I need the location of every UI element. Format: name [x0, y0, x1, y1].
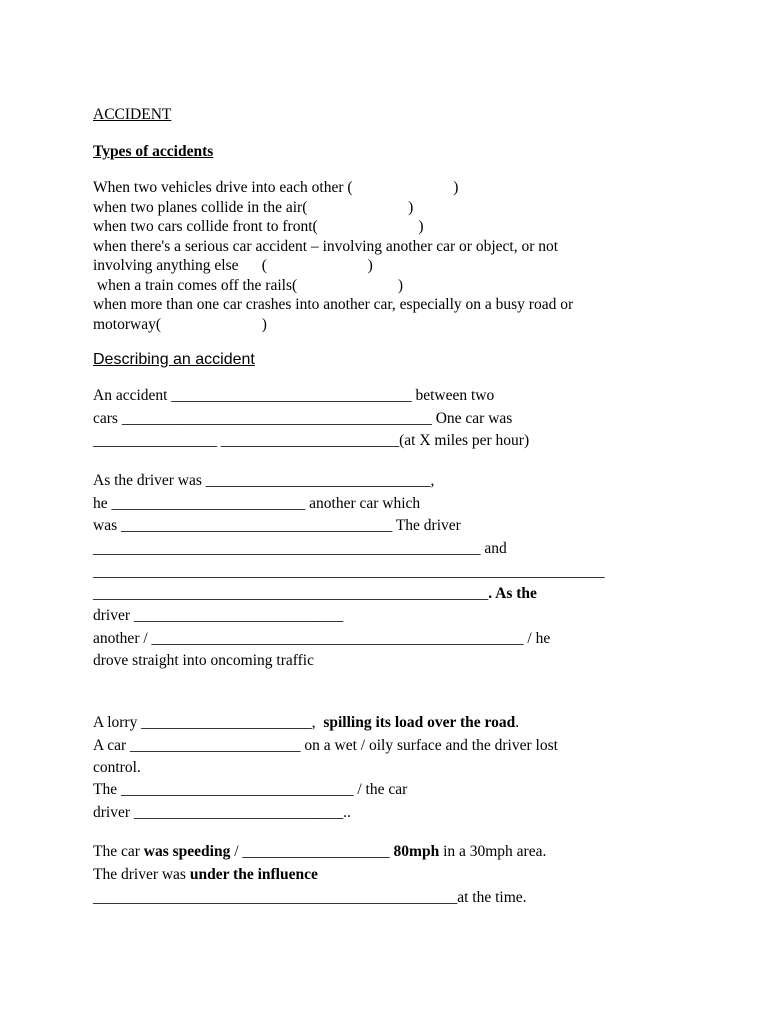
lorry-prefix: A lorry ______________________, [93, 714, 324, 731]
describe-line: driver ___________________________.. [93, 804, 351, 821]
bold-text: . As the [488, 585, 537, 602]
type-line: when more than one car crashes into another car, especially on a busy road or [93, 296, 574, 313]
describing-heading: Describing an accident [93, 351, 255, 368]
type-line: when two planes collide in the air( ) [93, 199, 414, 216]
type-line: when a train comes off the rails( ) [93, 277, 404, 294]
speed-bold: was speeding [143, 843, 231, 860]
final-line: _______________________________________________at the time. [93, 889, 527, 906]
lorry-bold: spilling its load over the road [323, 714, 516, 731]
describe-line [93, 585, 537, 603]
type-line: when two cars collide front to front( ) [93, 218, 424, 235]
describe-line: he _________________________ another car which [93, 495, 421, 512]
describe-line: cars ________________________________________ One car was [93, 410, 513, 427]
describe-line: drove straight into oncoming traffic [93, 652, 314, 669]
describe-line: An accident _______________________________ between two [93, 387, 495, 404]
speed-value: 80mph [393, 843, 440, 860]
describe-line: As the driver was _____________________________, [93, 472, 435, 489]
describe-line: was ___________________________________ The driver [93, 517, 461, 534]
type-line: when there's a serious car accident – involving another car or object, or not [93, 238, 559, 255]
doc-title: ACCIDENT [93, 106, 172, 123]
influence-bold: under the influence [189, 866, 318, 883]
type-line: When two vehicles drive into each other ( ) [93, 179, 459, 196]
speed-mid: / ___________________ [230, 843, 394, 860]
describe-line: control. [93, 759, 141, 776]
describe-line: ________________ _______________________(at X miles per hour) [93, 432, 530, 449]
describe-line: __________________________________________________________________ [93, 563, 605, 580]
blank-line: ___________________________________________________ [93, 585, 489, 602]
lorry-line [93, 714, 519, 732]
influence-line [93, 866, 318, 884]
type-line: involving anything else ( ) [93, 257, 373, 274]
describe-line: another / ________________________________________________ / he [93, 630, 551, 647]
describe-line: driver ___________________________ [93, 607, 344, 624]
speed-line [93, 843, 546, 861]
types-heading: Types of accidents [93, 143, 214, 160]
type-line: motorway( ) [93, 316, 267, 333]
speed-end: in a 30mph area. [439, 843, 547, 860]
describe-line: __________________________________________________ and [93, 540, 507, 557]
describe-line: The ______________________________ / the car [93, 781, 408, 798]
describe-line: A car ______________________ on a wet / oily surface and the driver lost [93, 737, 558, 754]
lorry-end: . [515, 714, 520, 731]
speed-prefix: The car [93, 843, 144, 860]
influence-prefix: The driver was [93, 866, 190, 883]
